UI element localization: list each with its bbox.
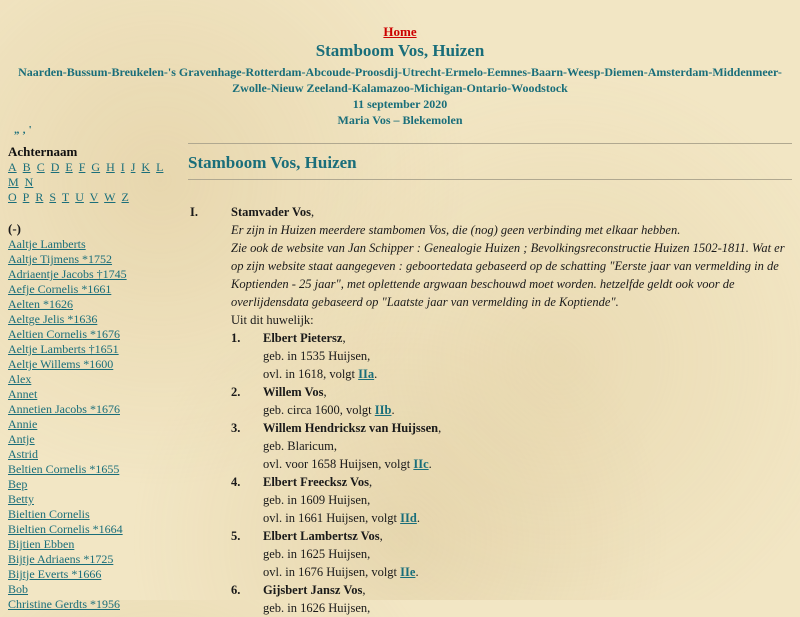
letter-link-a[interactable]: A (8, 160, 17, 174)
letter-link-o[interactable]: O (8, 190, 17, 204)
page-title: Stamboom Vos, Huizen (188, 153, 357, 172)
intro-text-1: Er zijn in Huizen meerdere stambomen Vos, die (nog) geen verbinding met elkaar hebben. (231, 223, 681, 237)
generation-link-iic[interactable]: IIc (413, 457, 429, 471)
person-link[interactable]: Bep (8, 477, 28, 491)
child-entry: 1. Elbert Pietersz, geb. in 1535 Huijsen, ovl. in 1618, volgt IIa. (231, 329, 792, 383)
divider-bottom (188, 179, 792, 180)
children-intro: Uit dit huwelijk: (231, 313, 314, 327)
letter-link-s[interactable]: S (49, 190, 57, 204)
child-name: Willem Hendricksz van Huijssen (263, 421, 439, 435)
death-line: ovl. in 1661 Huijsen, volgt IId. (263, 511, 420, 525)
page-header (0, 24, 800, 128)
genealogy-entry: I. Stamvader Vos, Er zijn in Huizen meerdere stambomen Vos, die (nog) geen verbinding met elkaar hebben. Zie ook de website van Jan Schipper : Genealogie Huizen ; Bevolkingsreconstructie Huizen 1502-1811. Wat er op zijn website staat aangegeven : geboortedata gebaseerd op de schatting "Eerste jaar van vermelding in de Koptienden - 25 jaar", met oplettende argwaan beschouwd moet worden. hetzelfde geldt ook voor de overlijdensdata gebaseerd op "Laatste jaar van vermelding in de Koptiende". Uit dit huwelijk: 1. Elbert Pietersz, geb. in 1535 Huijsen, ovl. in 1618, volgt IIa. 2. Willem Vos, geb. circa 1600, volgt IIb. 3. Willem Hendricksz van Huijssen, geb. Blaricum, ovl. voor 1658 Huijsen, volgt IIc. 4. Elbert Freecksz Vos, geb. in 1609 Huijsen, ovl. in 1661 Huijsen, volgt IId. 5. Elbert Lambertsz Vos, geb. in 1625 Huijsen, ovl. in 1676 Huijsen, volgt IIe. 6. Gijsbert Jansz Vos, geb. in 1626 Huijsen, (188, 203, 792, 617)
child-name: Gijsbert Jansz Vos (263, 583, 363, 597)
child-name: Willem Vos (263, 385, 324, 399)
letter-link-k[interactable]: K (141, 160, 151, 174)
generation-link-iie[interactable]: IIe (400, 565, 416, 579)
letter-index-row-1 (8, 160, 178, 190)
sidebar (8, 144, 178, 612)
person-link[interactable]: Annet (8, 387, 38, 401)
person-link[interactable]: Annetien Jacobs *1676 (8, 402, 120, 416)
death-line: ovl. voor 1658 Huijsen, volgt IIc. (263, 457, 432, 471)
letter-index-row-2 (8, 190, 178, 205)
child-number: 2. (231, 385, 241, 399)
places-line: Naarden-Bussum-Breukelen-'s Gravenhage-Rotterdam-Abcoude-Proosdij-Utrecht-Ermelo-Eemnes-Baarn-Weesp-Diemen-Amsterdam-Middenmeer-Zwolle-Nieuw Zeeland-Kalamazoo-Michigan-Ontario-Woodstock (18, 65, 782, 95)
person-link[interactable]: Beltien Cornelis *1655 (8, 462, 120, 476)
letter-link-f[interactable]: F (78, 160, 86, 174)
section-number: I. (190, 205, 198, 219)
stamvader-name: Stamvader Vos (231, 205, 311, 219)
generation-link-iid[interactable]: IId (400, 511, 417, 525)
name-list (8, 237, 178, 612)
person-link[interactable]: Bijtje Everts *1666 (8, 567, 102, 581)
letter-link-n[interactable]: N (24, 175, 34, 189)
child-number: 3. (231, 421, 241, 435)
letter-link-u[interactable]: U (75, 190, 84, 204)
surname-label: Achternaam (8, 144, 78, 159)
person-link[interactable]: Astrid (8, 447, 38, 461)
person-link[interactable]: Bijtje Adriaens *1725 (8, 552, 114, 566)
divider-top (188, 143, 792, 144)
death-line: ovl. in 1618, volgt IIa. (263, 367, 378, 381)
letter-link-b[interactable]: B (22, 160, 31, 174)
generation-link-iia[interactable]: IIa (358, 367, 375, 381)
person-link[interactable]: Bob (8, 582, 29, 596)
person-link[interactable]: Aaltje Lamberts (8, 237, 86, 251)
partial-glyphs: „ ‚ ' (14, 124, 32, 136)
section-heading: (-) (8, 221, 21, 236)
child-entry: 6. Gijsbert Jansz Vos, geb. in 1626 Huijsen, (231, 581, 792, 617)
person-link[interactable]: Alex (8, 372, 32, 386)
child-entry: 3. Willem Hendricksz van Huijssen, geb. Blaricum, ovl. voor 1658 Huijsen, volgt IIc. (231, 419, 792, 473)
person-link[interactable]: Aeltge Jelis *1636 (8, 312, 98, 326)
generation-link-iib[interactable]: IIb (374, 403, 392, 417)
children-list (231, 329, 792, 617)
person-link[interactable]: Annie (8, 417, 38, 431)
letter-link-j[interactable]: J (130, 160, 136, 174)
letter-link-i[interactable]: I (120, 160, 125, 174)
child-name: Elbert Lambertsz Vos (263, 529, 380, 543)
letter-link-z[interactable]: Z (121, 190, 129, 204)
person-link[interactable]: Aelten *1626 (8, 297, 73, 311)
person-link[interactable]: Bieltien Cornelis (8, 507, 90, 521)
date-line: 11 september 2020 (352, 97, 448, 111)
letter-link-e[interactable]: E (65, 160, 73, 174)
child-number: 6. (231, 583, 241, 597)
intro-text-2: Zie ook de website van Jan Schipper : Genealogie Huizen ; Bevolkingsreconstructie Huizen 1502-1811. Wat er op zijn website staat aangegeven : geboortedata gebaseerd op de schatting "Eerste jaar van vermelding in de Koptienden - 25 jaar", met oplettende argwaan beschouwd moet worden. hetzelfde geldt ook voor de overlijdensdata gebaseerd op "Laatste jaar van vermelding in de Koptiende". (231, 241, 785, 309)
death-line: ovl. in 1676 Huijsen, volgt IIe. (263, 565, 419, 579)
person-link[interactable]: Betty (8, 492, 34, 506)
letter-link-w[interactable]: W (104, 190, 116, 204)
child-number: 1. (231, 331, 241, 345)
person-link[interactable]: Christine Gerdts *1956 (8, 597, 120, 611)
birth-line: geb. in 1625 Huijsen, (263, 547, 371, 561)
person-link[interactable]: Bieltien Cornelis *1664 (8, 522, 123, 536)
letter-link-d[interactable]: D (50, 160, 60, 174)
child-number: 4. (231, 475, 241, 489)
letter-link-g[interactable]: G (91, 160, 101, 174)
person-link[interactable]: Bijtien Ebben (8, 537, 75, 551)
home-link[interactable]: Home (383, 24, 417, 39)
child-entry: 4. Elbert Freecksz Vos, geb. in 1609 Huijsen, ovl. in 1661 Huijsen, volgt IId. (231, 473, 792, 527)
letter-link-m[interactable]: M (8, 175, 19, 189)
person-link[interactable]: Antje (8, 432, 35, 446)
birth-line: geb. in 1626 Huijsen, (263, 601, 371, 615)
person-link[interactable]: Aeltien Cornelis *1676 (8, 327, 120, 341)
child-entry: 2. Willem Vos, geb. circa 1600, volgt IIb. (231, 383, 792, 419)
birth-line: geb. circa 1600, volgt IIb. (263, 403, 395, 417)
birth-line: geb. in 1535 Huijsen, (263, 349, 371, 363)
main-content (188, 143, 792, 615)
child-name: Elbert Pietersz (263, 331, 343, 345)
person-link[interactable]: Aeltje Willems *1600 (8, 357, 114, 371)
letter-link-v[interactable]: V (89, 190, 99, 204)
site-title: Stamboom Vos, Huizen (315, 41, 485, 60)
letter-link-h[interactable]: H (106, 160, 115, 174)
child-number: 5. (231, 529, 241, 543)
letter-link-r[interactable]: R (35, 190, 44, 204)
birth-line: geb. in 1609 Huijsen, (263, 493, 371, 507)
letter-link-t[interactable]: T (61, 190, 70, 204)
person-link[interactable]: Adriaentje Jacobs †1745 (8, 267, 127, 281)
child-name: Elbert Freecksz Vos (263, 475, 370, 489)
person-link[interactable]: Aaltje Tijmens *1752 (8, 252, 113, 266)
person-link[interactable]: Aeltje Lamberts †1651 (8, 342, 119, 356)
letter-link-l[interactable]: L (156, 160, 164, 174)
birth-line: geb. Blaricum, (263, 439, 337, 453)
letter-link-p[interactable]: P (22, 190, 30, 204)
letter-link-c[interactable]: C (36, 160, 45, 174)
person-link[interactable]: Aefje Cornelis *1661 (8, 282, 112, 296)
child-entry: 5. Elbert Lambertsz Vos, geb. in 1625 Huijsen, ovl. in 1676 Huijsen, volgt IIe. (231, 527, 792, 581)
author-line: Maria Vos – Blekemolen (337, 113, 463, 127)
